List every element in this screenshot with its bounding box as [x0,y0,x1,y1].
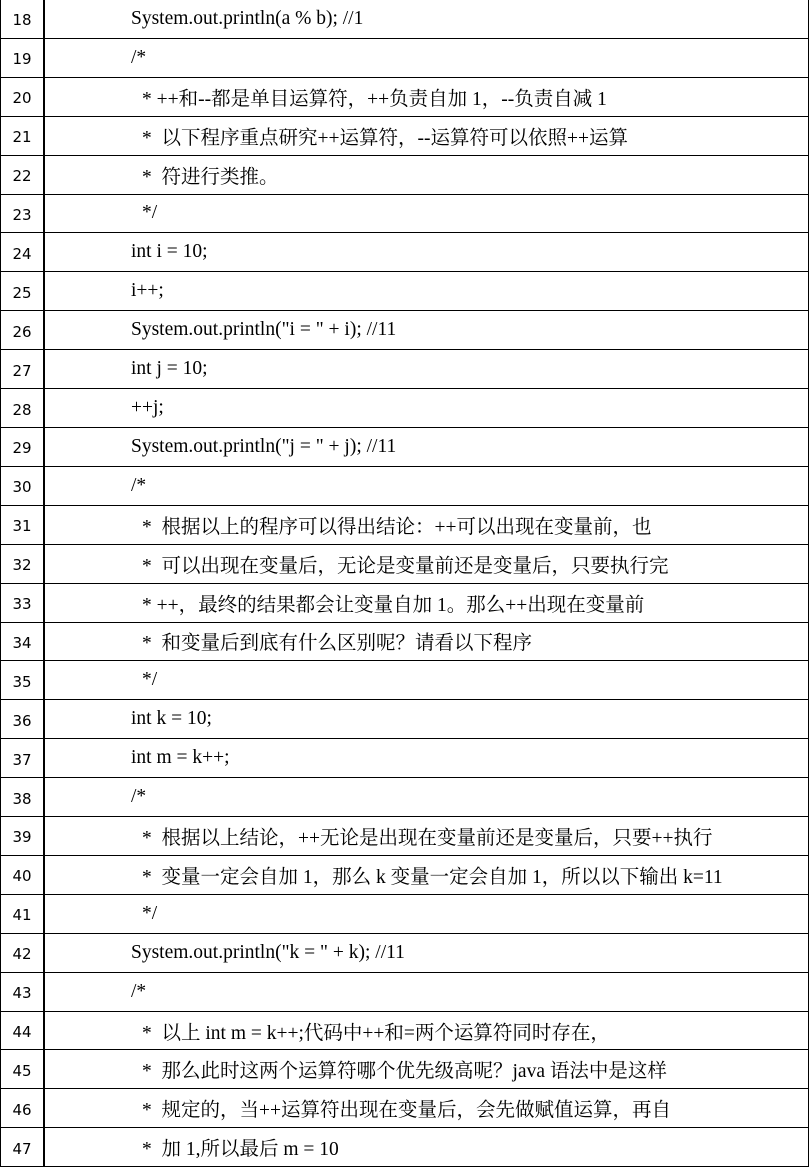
code-text: * 以上 int m = k++;代码中++和=两个运算符同时存在， [142,1022,610,1044]
line-number: 47 [1,1128,45,1166]
code-line-row [1,311,808,350]
code-line-row [1,1012,808,1051]
code-text: System.out.println(a % b); //1 [131,7,364,29]
code-text: int i = 10; [131,241,208,263]
code-line-row [1,584,808,623]
code-line-row [1,973,808,1012]
code-line-row [1,467,808,506]
line-number: 22 [1,156,45,194]
line-number: 18 [1,0,45,38]
code-text: */ [142,202,158,224]
code-text: i++; [131,280,164,302]
line-number: 33 [1,584,45,622]
line-number: 37 [1,739,45,777]
line-number: 35 [1,661,45,699]
line-number: 29 [1,428,45,466]
code-line-row [1,272,808,311]
code-line-row [1,78,808,117]
code-line-row [1,428,808,467]
code-text: * 以下程序重点研究++运算符，--运算符可以依照++运算 [142,127,628,149]
line-number: 38 [1,778,45,816]
code-text: * ++，最终的结果都会让变量自加 1。那么++出现在变量前 [142,594,645,616]
line-number: 46 [1,1089,45,1127]
code-line-row [1,817,808,856]
line-number: 24 [1,233,45,271]
line-number: 43 [1,973,45,1011]
line-number: 20 [1,78,45,116]
line-number: 41 [1,895,45,933]
code-text: * 变量一定会自加 1，那么 k 变量一定会自加 1，所以以下输出 k=11 [142,866,723,888]
line-number: 27 [1,350,45,388]
line-number: 28 [1,389,45,427]
line-number: 40 [1,856,45,894]
code-text: int j = 10; [131,358,208,380]
code-text: * 符进行类推。 [142,166,279,188]
code-line-row [1,1089,808,1128]
code-text: /* [131,46,147,68]
code-text: * 加 1,所以最后 m = 10 [142,1139,339,1161]
code-text: System.out.println("k = " + k); //11 [131,941,405,963]
code-text: System.out.println("j = " + j); //11 [131,435,397,457]
code-line-row [1,195,808,234]
code-text: * 根据以上结论，++无论是出现在变量前还是变量后，只要++执行 [142,827,713,849]
code-line-row [1,0,808,39]
line-number: 45 [1,1050,45,1088]
code-line-row [1,739,808,778]
code-text: */ [142,902,158,924]
line-number: 31 [1,506,45,544]
code-line-row [1,856,808,895]
code-text: /* [131,980,147,1002]
code-line-row [1,661,808,700]
line-number: 30 [1,467,45,505]
code-line-row [1,623,808,662]
line-number: 21 [1,117,45,155]
code-line-row [1,778,808,817]
line-number: 42 [1,934,45,972]
code-line-row [1,39,808,78]
line-number: 44 [1,1012,45,1050]
code-text: * 可以出现在变量后，无论是变量前还是变量后，只要执行完 [142,555,669,577]
code-line-row [1,389,808,428]
line-number: 25 [1,272,45,310]
code-text: /* [131,474,147,496]
line-number: 39 [1,817,45,855]
code-line-row [1,700,808,739]
code-text: /* [131,786,147,808]
line-number: 34 [1,623,45,661]
code-line-row [1,350,808,389]
line-number: 32 [1,545,45,583]
code-line-row [1,156,808,195]
line-number: 26 [1,311,45,349]
code-line-row [1,117,808,156]
code-text: * ++和--都是单目运算符，++负责自加 1，--负责自减 1 [142,88,607,110]
code-line-row [1,934,808,973]
line-number: 19 [1,39,45,77]
line-number: 36 [1,700,45,738]
code-text: * 和变量后到底有什么区别呢？请看以下程序 [142,633,533,655]
code-line-row [1,506,808,545]
code-line-row [1,545,808,584]
code-text: */ [142,669,158,691]
code-text: int k = 10; [131,708,212,730]
code-text: System.out.println("i = " + i); //11 [131,319,397,341]
code-text: * 那么此时这两个运算符哪个优先级高呢？java 语法中是这样 [142,1061,667,1083]
code-line-row [1,1128,808,1166]
code-line-row [1,233,808,272]
code-text: * 根据以上的程序可以得出结论：++可以出现在变量前，也 [142,516,652,538]
code-line-row [1,1050,808,1089]
code-line-row [1,895,808,934]
code-text: int m = k++; [131,747,230,769]
code-text: ++j; [131,397,164,419]
line-number: 23 [1,195,45,233]
code-text: * 规定的，当++运算符出现在变量后，会先做赋值运算，再自 [142,1100,671,1122]
